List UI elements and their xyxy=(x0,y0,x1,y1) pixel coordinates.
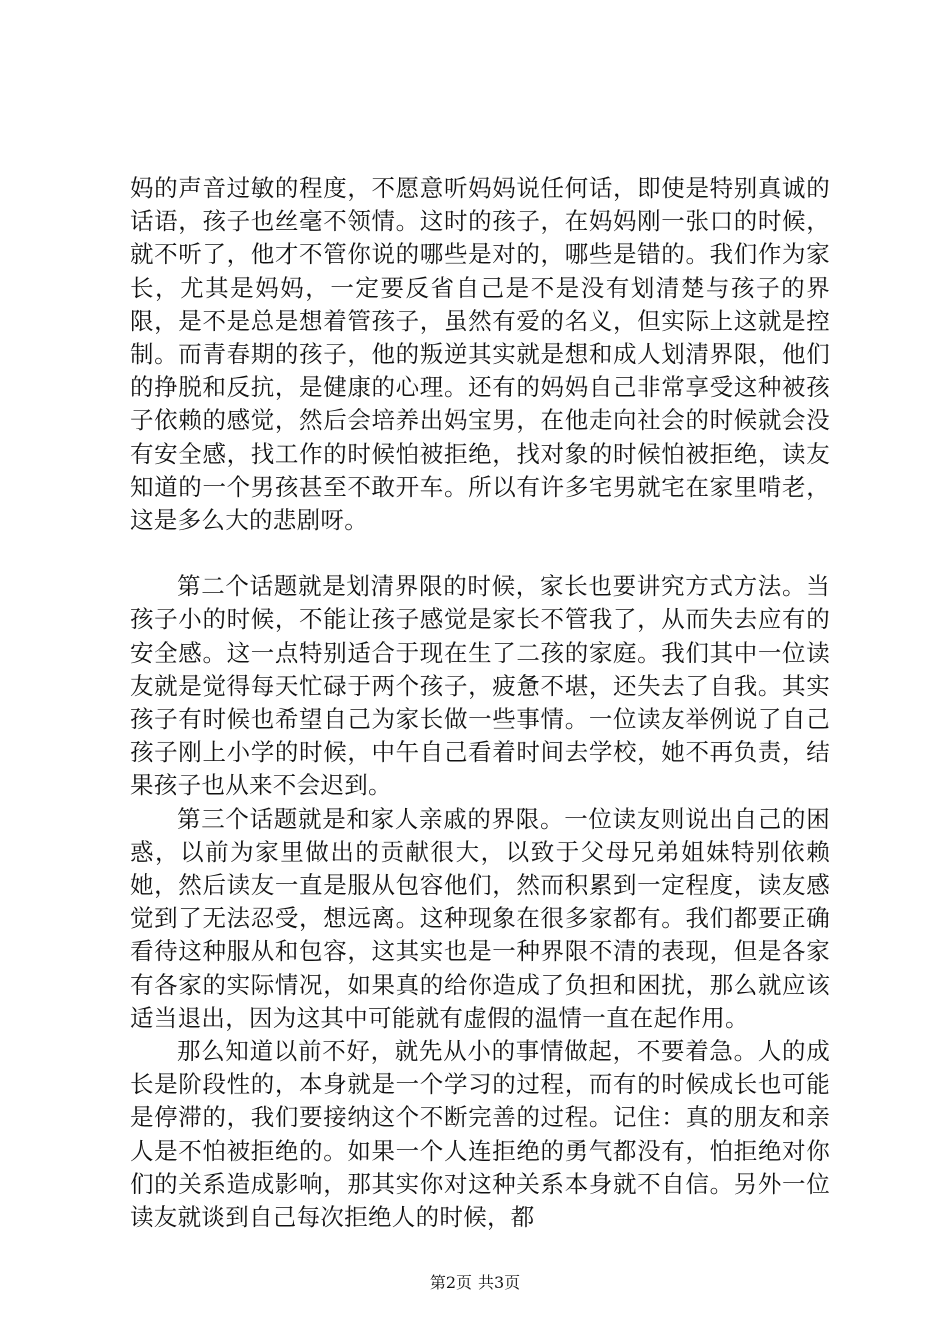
paragraph-1: 妈的声音过敏的程度，不愿意听妈妈说任何话，即使是特别真诚的话语，孩子也丝毫不领情。这时的孩子，在妈妈刚一张口的时候，就不听了，他才不管你说的哪些是对的，哪些是错的。我们作为家长，尤其是妈妈，一定要反省自己是不是没有划清楚与孩子的界限，是不是总是想着管孩子，虽然有爱的名义，但实际上这就是控制。而青春期的孩子，他的叛逆其实就是想和成人划清界限，他们的挣脱和反抗，是健康的心理。还有的妈妈自己非常享受这种被孩子依赖的感觉，然后会培养出妈宝男，在他走向社会的时候就会没有安全感，找工作的时候怕被拒绝，找对象的时候怕被拒绝，读友知道的一个男孩甚至不敢开车。所以有许多宅男就宅在家里啃老，这是多么大的悲剧呀。 xyxy=(130,174,830,535)
page-footer xyxy=(0,1273,950,1293)
paragraph-4: 那么知道以前不好，就先从小的事情做起，不要着急。人的成长是阶段性的，本身就是一个学习的过程，而有的时候成长也可能是停滞的，我们要接纳这个不断完善的过程。记住：真的朋友和亲人是不怕被拒绝的。如果一个人连拒绝的勇气都没有，怕拒绝对你们的关系造成影响，那其实你对这种关系本身就不自信。另外一位读友就谈到自己每次拒绝人的时候，都 xyxy=(130,1037,830,1232)
page-number: 第2页 xyxy=(429,1273,472,1292)
page-total: 共3页 xyxy=(478,1273,521,1292)
document-body xyxy=(130,172,830,1234)
paragraph-3: 第三个话题就是和家人亲戚的界限。一位读友则说出自己的困惑，以前为家里做出的贡献很大，以致于父母兄弟姐妹特别依赖她，然后读友一直是服从包容他们，然而积累到一定程度，读友感觉到了无法忍受，想远离。这种现象在很多家都有。我们都要正确看待这种服从和包容，这其实也是一种界限不清的表现，但是各家有各家的实际情况，如果真的给你造成了负担和困扰，那么就应该适当退出，因为这其中可能就有虚假的温情一直在起作用。 xyxy=(130,804,830,1032)
paragraph-spacer xyxy=(130,537,830,570)
paragraph-2: 第二个话题就是划清界限的时候，家长也要讲究方式方法。当孩子小的时候，不能让孩子感觉是家长不管我了，从而失去应有的安全感。这一点特别适合于现在生了二孩的家庭。我们其中一位读友就是觉得每天忙碌于两个孩子，疲惫不堪，还失去了自我。其实孩子有时候也希望自己为家长做一些事情。一位读友举例说了自己孩子刚上小学的时候，中午自己看着时间去学校，她不再负责，结果孩子也从来不会迟到。 xyxy=(130,572,830,800)
